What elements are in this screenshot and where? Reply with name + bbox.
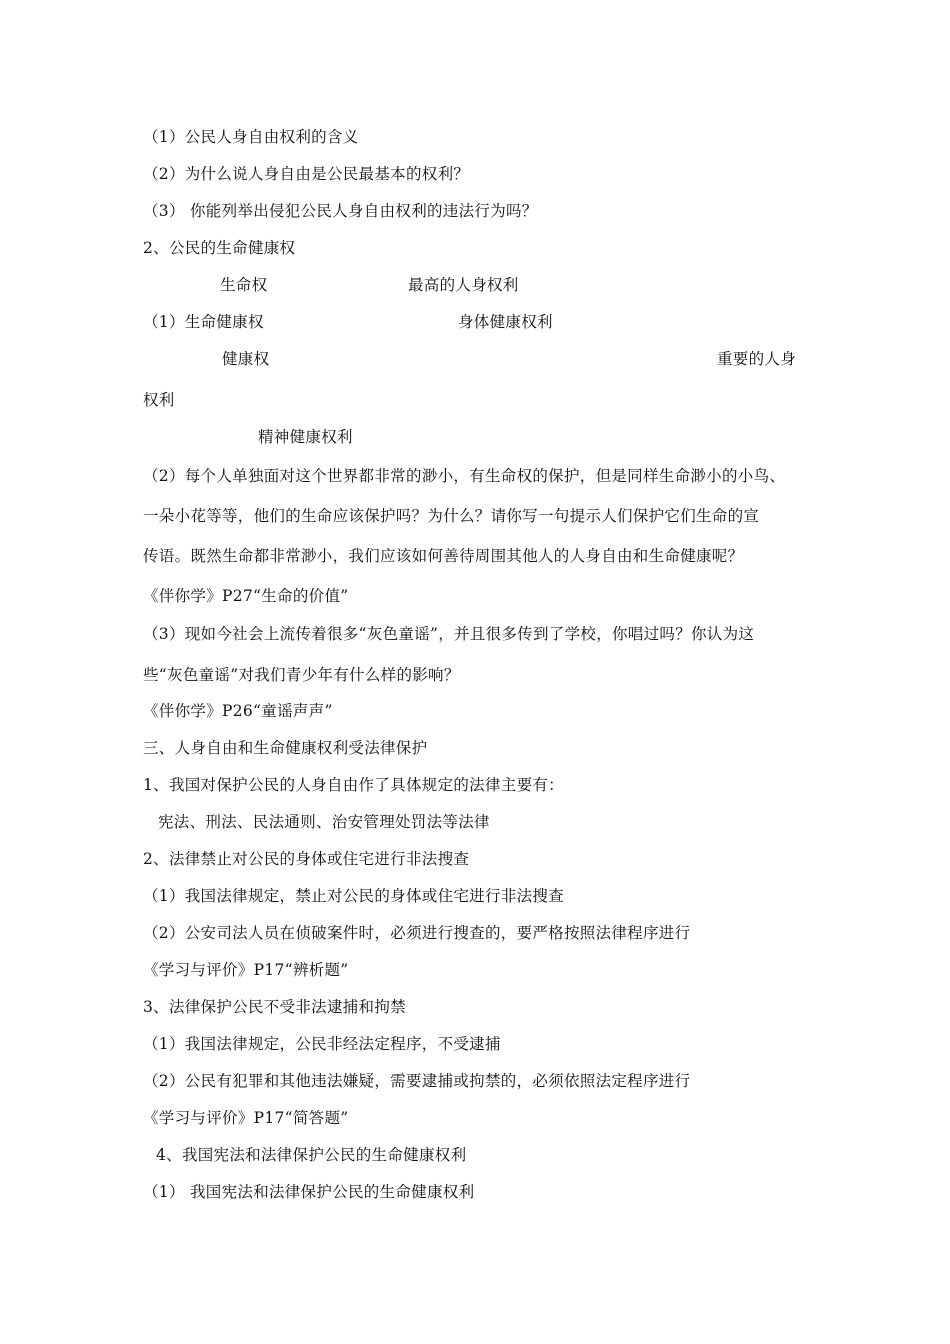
reference-line: 《伴你学》P26“童谣声声” <box>143 702 333 720</box>
text-line: （2）公安司法人员在侦破案件时，必须进行搜查的，要严格按照法律程序进行 <box>143 924 691 942</box>
text-line: 些“灰色童谣”对我们青少年有什么样的影响？ <box>143 666 460 684</box>
diagram-label: 精神健康权利 <box>258 428 353 446</box>
diagram-label: 权利 <box>143 391 175 409</box>
diagram-label: （1）生命健康权 <box>143 313 264 331</box>
text-line: （3） 你能列举出侵犯公民人身自由权利的违法行为吗？ <box>143 202 538 220</box>
text-line: （2）每个人单独面对这个世界都非常的渺小，有生命权的保护，但是同样生命渺小的小鸟、 <box>143 467 786 485</box>
diagram-label: 最高的人身权利 <box>408 276 519 294</box>
reference-line: 《学习与评价》P17“简答题” <box>143 1109 349 1127</box>
text-line: 一朵小花等等，他们的生命应该保护吗？为什么？请你写一句提示人们保护它们生命的宣 <box>143 507 760 525</box>
text-line: （2）公民有犯罪和其他违法嫌疑，需要逮捕或拘禁的，必须依照法定程序进行 <box>143 1072 691 1090</box>
text-line: 1、我国对保护公民的人身自由作了具体规定的法律主要有： <box>143 776 564 794</box>
text-line: 宪法、刑法、民法通则、治安管理处罚法等法律 <box>158 813 490 831</box>
text-line: 4、我国宪法和法律保护公民的生命健康权利 <box>156 1146 467 1164</box>
diagram-label: 健康权 <box>222 350 270 368</box>
text-line: （1） 我国宪法和法律保护公民的生命健康权利 <box>143 1183 475 1201</box>
text-line: （1）公民人身自由权利的含义 <box>143 128 359 146</box>
section-heading: 2、公民的生命健康权 <box>143 239 296 257</box>
reference-line: 《伴你学》P27“生命的价值” <box>143 587 349 605</box>
diagram-label: 生命权 <box>220 276 268 294</box>
text-line: （1）我国法律规定，公民非经法定程序，不受逮捕 <box>143 1035 501 1053</box>
text-line: 3、法律保护公民不受非法逮捕和拘禁 <box>143 998 406 1016</box>
text-line: （3）现如今社会上流传着很多“灰色童谣”，并且很多传到了学校，你唱过吗？你认为这 <box>143 625 755 643</box>
diagram-label: 身体健康权利 <box>458 313 553 331</box>
text-line: （1）我国法律规定，禁止对公民的身体或住宅进行非法搜查 <box>143 887 564 905</box>
diagram-label: 重要的人身 <box>717 350 797 368</box>
text-line: （2）为什么说人身自由是公民最基本的权利？ <box>143 165 470 183</box>
text-line: 2、法律禁止对公民的身体或住宅进行非法搜查 <box>143 850 470 868</box>
section-heading: 三、人身自由和生命健康权利受法律保护 <box>143 739 428 757</box>
reference-line: 《学习与评价》P17“辨析题” <box>143 961 349 979</box>
text-line: 传语。既然生命都非常渺小，我们应该如何善待周围其他人的人身自由和生命健康呢？ <box>143 547 744 565</box>
